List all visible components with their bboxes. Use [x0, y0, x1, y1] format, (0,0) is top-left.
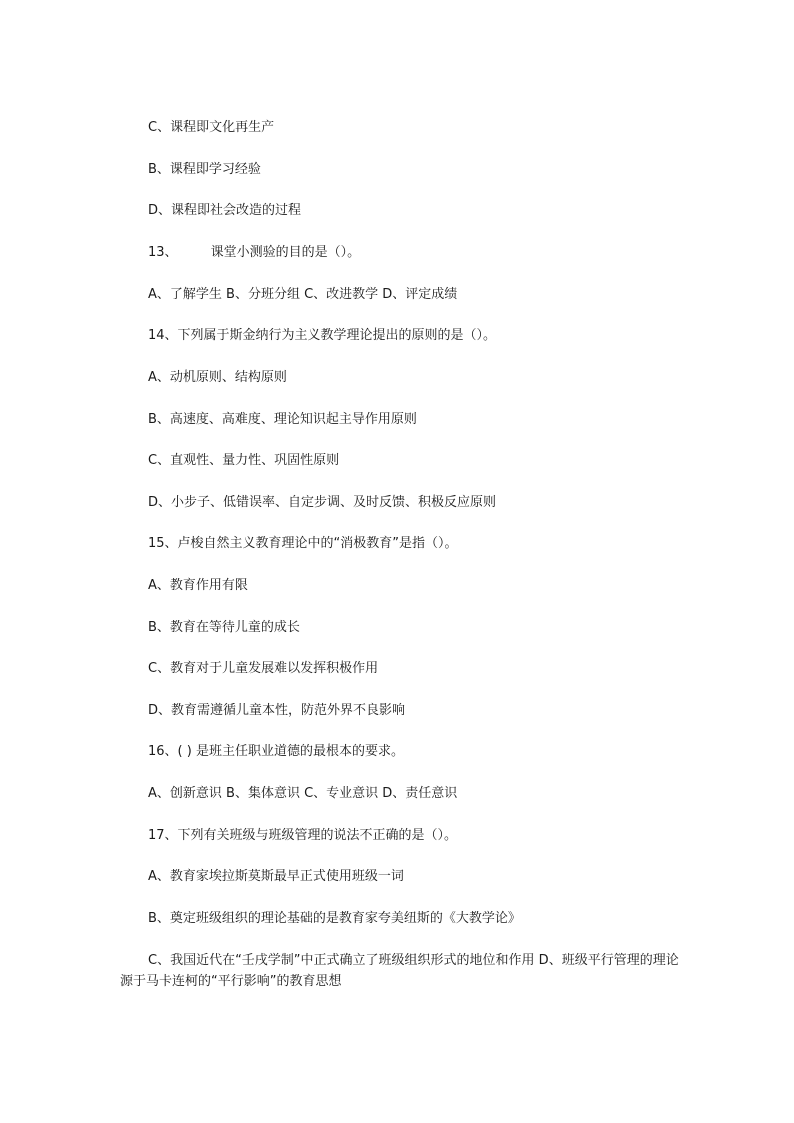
option-line: A、创新意识 B、集体意识 C、专业意识 D、责任意识 — [148, 786, 458, 801]
question-15: 15、卢梭自然主义教育理论中的“消极教育”是指（）。 — [148, 536, 458, 551]
option-line: C、直观性、量力性、巩固性原则 — [148, 453, 340, 468]
option-line: A、教育作用有限 — [148, 578, 248, 593]
option-line: A、教育家埃拉斯莫斯最早正式使用班级一词 — [148, 869, 404, 884]
option-line: D、小步子、低错误率、自定步调、及时反馈、积极反应原则 — [148, 495, 497, 510]
option-line: C、课程即文化再生产 — [148, 120, 275, 135]
option-line: C、教育对于儿童发展难以发挥积极作用 — [148, 661, 379, 676]
question-13: 13、 课堂小测验的目的是（）。 — [148, 245, 361, 260]
option-line: B、教育在等待儿童的成长 — [148, 620, 300, 635]
question-14: 14、下列属于斯金纳行为主义教学理论提出的原则的是（）。 — [148, 328, 497, 343]
option-line: D、课程即社会改造的过程 — [148, 203, 302, 218]
question-17: 17、下列有关班级与班级管理的说法不正确的是（）。 — [148, 828, 458, 843]
option-line: A、动机原则、结构原则 — [148, 370, 287, 385]
option-line: D、教育需遵循儿童本性，防范外界不良影响 — [148, 703, 406, 718]
question-16: 16、( ) 是班主任职业道德的最根本的要求。 — [148, 744, 404, 759]
option-paragraph: C、我国近代在“壬戌学制”中正式确立了班级组织形式的地位和作用 D、班级平行管理的理论源于马卡连柯的“平行影响”的教育思想 — [120, 953, 679, 989]
option-line: B、奠定班级组织的理论基础的是教育家夸美纽斯的《大教学论》 — [148, 911, 521, 926]
option-line: B、高速度、高难度、理论知识起主导作用原则 — [148, 412, 417, 427]
option-line: A、了解学生 B、分班分组 C、改进教学 D、评定成绩 — [148, 287, 458, 302]
option-line: B、课程即学习经验 — [148, 162, 261, 177]
